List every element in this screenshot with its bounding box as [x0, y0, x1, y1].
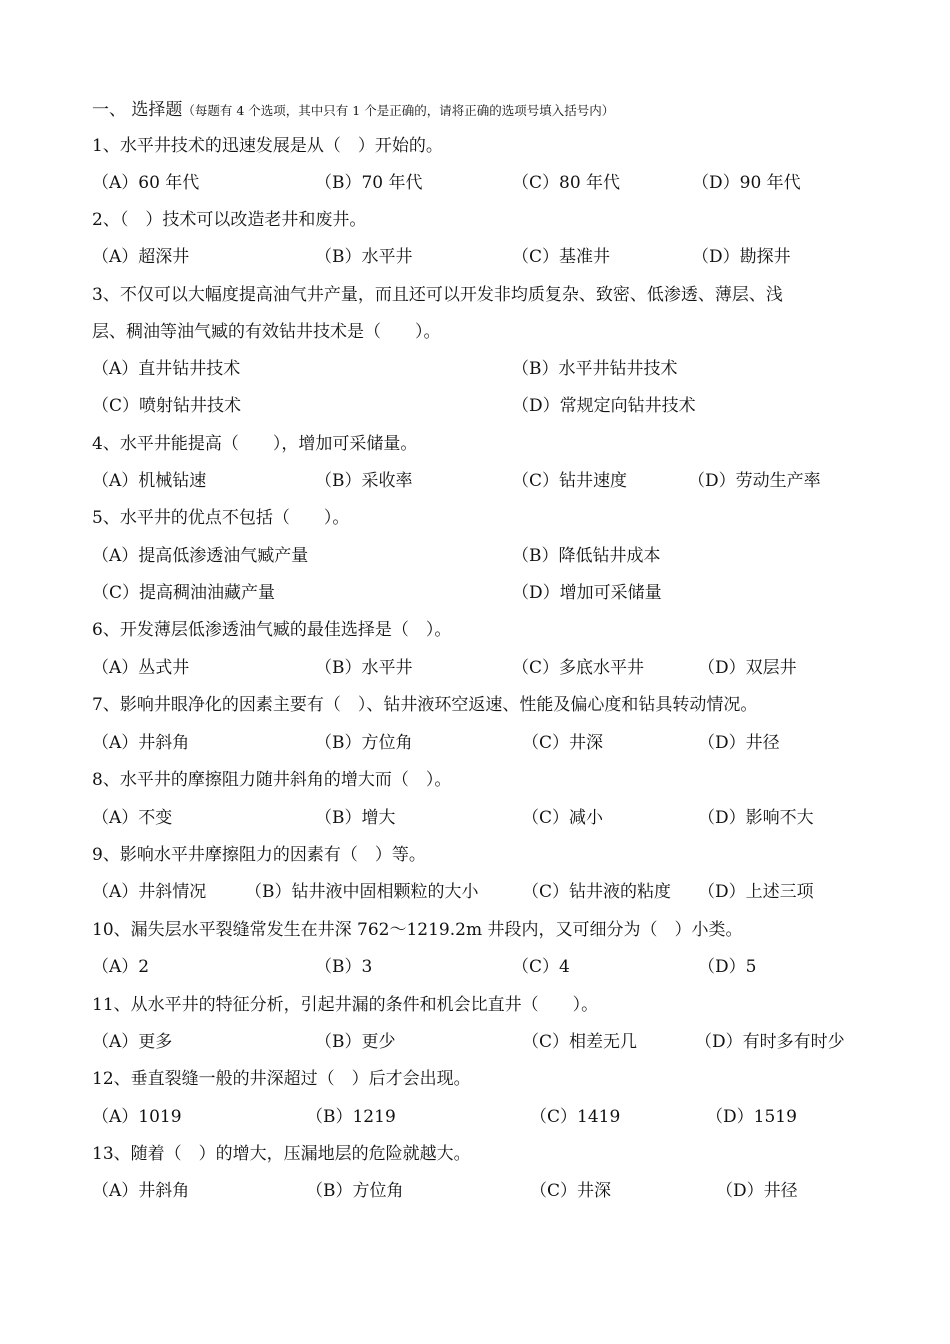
question-9-option-b: （B）钻井液中固相颗粒的大小: [245, 882, 479, 902]
question-12-option-b: （B）1219: [306, 1107, 396, 1127]
question-3-stem-line-1: 3、不仅可以大幅度提高油气井产量，而且还可以开发非均质复杂、致密、低渗透、薄层、浅: [92, 285, 783, 305]
question-6-option-c: （C）多底水平井: [512, 658, 645, 678]
question-3-stem-line-2: 层、稠油等油气臧的有效钻井技术是（ ）。: [92, 322, 441, 342]
question-13-option-a: （A）井斜角: [92, 1181, 190, 1201]
question-5-option-b: （B）降低钻井成本: [512, 546, 661, 566]
question-6-option-b: （B）水平井: [315, 658, 413, 678]
question-13-stem: 13、随着（ ）的增大，压漏地层的危险就越大。: [92, 1144, 471, 1164]
question-1-stem: 1、水平井技术的迅速发展是从（ ）开始的。: [92, 136, 443, 156]
question-2-option-a: （A）超深井: [92, 247, 190, 267]
question-6-option-a: （A）丛式井: [92, 658, 190, 678]
question-9-option-c: （C）钻井液的粘度: [522, 882, 672, 902]
question-3-option-c: （C）喷射钻井技术: [92, 396, 242, 416]
question-4-option-a: （A）机械钻速: [92, 471, 207, 491]
question-13-option-c: （C）井深: [530, 1181, 612, 1201]
question-5-option-d: （D）增加可采储量: [512, 583, 662, 603]
question-12-option-d: （D）1519: [706, 1107, 797, 1127]
question-8-option-a: （A）不变: [92, 808, 173, 828]
question-12-option-c: （C）1419: [530, 1107, 621, 1127]
section-instructions: （每题有 4 个选项，其中只有 1 个是正确的，请将正确的选项号填入括号内）: [182, 103, 615, 118]
section-header: [92, 100, 614, 121]
question-2-stem: 2、（ ）技术可以改造老井和废井。: [92, 210, 367, 230]
question-10-stem: 10、漏失层水平裂缝常发生在井深 762～1219.2m 井段内，又可细分为（ ）小类。: [92, 920, 743, 940]
question-3-option-d: （D）常规定向钻井技术: [512, 396, 696, 416]
question-10-option-b: （B）3: [315, 957, 373, 977]
question-9-stem: 9、影响水平井摩擦阻力的因素有（ ）等。: [92, 845, 426, 865]
question-13-option-d: （D）井径: [716, 1181, 798, 1201]
question-4-option-c: （C）钻井速度: [512, 471, 628, 491]
question-4-option-d: （D）劳动生产率: [688, 471, 821, 491]
question-1-option-a: （A）60 年代: [92, 173, 200, 193]
question-7-option-a: （A）井斜角: [92, 733, 190, 753]
question-11-option-b: （B）更少: [315, 1032, 396, 1052]
question-10-option-c: （C）4: [512, 957, 570, 977]
question-6-option-d: （D）双层井: [698, 658, 797, 678]
question-7-option-d: （D）井径: [698, 733, 780, 753]
question-3-option-a: （A）直井钻井技术: [92, 359, 241, 379]
question-5-option-a: （A）提高低渗透油气臧产量: [92, 546, 309, 566]
question-12-stem: 12、垂直裂缝一般的井深超过（ ）后才会出现。: [92, 1069, 471, 1089]
question-5-option-c: （C）提高稠油油藏产量: [92, 583, 276, 603]
question-1-option-d: （D）90 年代: [692, 173, 801, 193]
question-8-option-b: （B）增大: [315, 808, 396, 828]
question-2-option-d: （D）勘探井: [692, 247, 791, 267]
question-2-option-c: （C）基准井: [512, 247, 611, 267]
question-10-option-d: （D）5: [698, 957, 757, 977]
question-4-option-b: （B）采收率: [315, 471, 413, 491]
question-8-stem: 8、水平井的摩擦阻力随井斜角的增大而（ ）。: [92, 770, 452, 790]
question-7-option-c: （C）井深: [522, 733, 604, 753]
question-3-option-b: （B）水平井钻井技术: [512, 359, 678, 379]
question-9-option-a: （A）井斜情况: [92, 882, 207, 902]
section-title: 一、 选择题: [92, 100, 183, 120]
question-1-option-b: （B）70 年代: [315, 173, 423, 193]
question-11-stem: 11、从水平井的特征分析，引起井漏的条件和机会比直井（ ）。: [92, 995, 599, 1015]
question-8-option-d: （D）影响不大: [698, 808, 814, 828]
question-7-stem: 7、影响井眼净化的因素主要有（ ）、钻井液环空返速、性能及偏心度和钻具转动情况。: [92, 695, 758, 715]
question-11-option-c: （C）相差无几: [522, 1032, 638, 1052]
question-11-option-a: （A）更多: [92, 1032, 173, 1052]
question-12-option-a: （A）1019: [92, 1107, 182, 1127]
question-10-option-a: （A）2: [92, 957, 150, 977]
question-8-option-c: （C）减小: [522, 808, 604, 828]
question-4-stem: 4、水平井能提高（ ），增加可采储量。: [92, 434, 418, 454]
question-5-stem: 5、水平井的优点不包括（ ）。: [92, 508, 350, 528]
question-1-option-c: （C）80 年代: [512, 173, 621, 193]
question-9-option-d: （D）上述三项: [698, 882, 814, 902]
question-13-option-b: （B）方位角: [306, 1181, 404, 1201]
question-11-option-d: （D）有时多有时少: [695, 1032, 845, 1052]
question-6-stem: 6、开发薄层低渗透油气臧的最佳选择是（ ）。: [92, 620, 452, 640]
question-7-option-b: （B）方位角: [315, 733, 413, 753]
question-2-option-b: （B）水平井: [315, 247, 413, 267]
